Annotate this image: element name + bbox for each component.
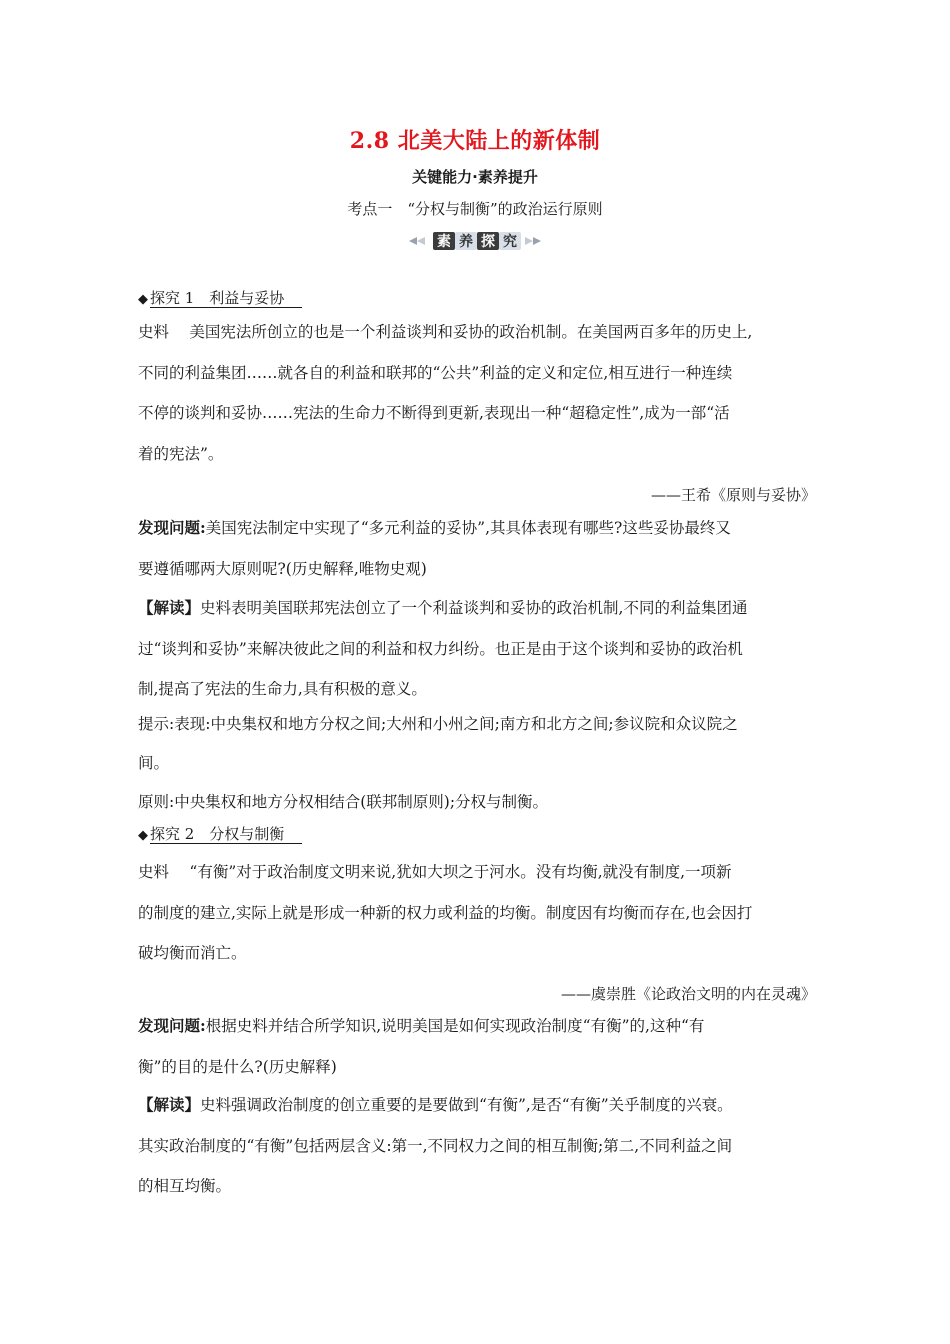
section2-question: 发现问题:根据史料并结合所学知识,说明美国是如何实现政治制度“有衡”的,这种“有 衡”的目的是什么?(历史解释)	[138, 1016, 705, 1076]
section2-material: 史料 “有衡”对于政治制度文明来说,犹如大坝之于河水。没有均衡,就没有制度,一项新 的制度的建立,实际上就是形成一种新的权力或利益的均衡。制度因有均衡而存在,也会因打 破均衡而消亡。	[138, 863, 753, 962]
section1-question: 发现问题:美国宪法制定中实现了“多元利益的妥协”,其具体表现有哪些?这些妥协最终又 要遵循哪两大原则呢?(历史解释,唯物史观)	[138, 518, 731, 578]
section1-heading: ◆ 探究 1 利益与妥协	[138, 287, 302, 308]
diamond-icon: ◆	[138, 292, 148, 307]
section1-material: 史料 美国宪法所创立的也是一个利益谈判和妥协的政治机制。在美国两百多年的历史上, 不同的利益集团……就各自的利益和联邦的“公共”利益的定义和定位,相互进行一种连续 不停的谈判和妥协……宪法的生命力不断得到更新,表现出一种“超稳定性”,成为一部“活 着的宪法”。	[138, 323, 753, 463]
suyang-tanjiu-badge	[407, 230, 543, 252]
badge-char-1: 素	[437, 234, 451, 250]
kaodian-heading: 考点一 “分权与制衡”的政治运行原则	[347, 200, 603, 218]
section1-tishi: 提示:表现:中央集权和地方分权之间;大州和小州之间;南方和北方之间;参议院和众议院之 间。 原则:中央集权和地方分权相结合(联邦制原则);分权与制衡。	[138, 715, 738, 811]
badge-char-2: 养	[459, 234, 473, 250]
section1-source: ——王希《原则与妥协》	[650, 486, 816, 504]
section2-source: ——虞崇胜《论政治文明的内在灵魂》	[560, 985, 816, 1003]
badge-char-4: 究	[503, 234, 517, 250]
badge-right-arrows-icon	[525, 237, 541, 245]
section2-jiedu: 【解读】史料强调政治制度的创立重要的是要做到“有衡”,是否“有衡”关乎制度的兴衰。 其实政治制度的“有衡”包括两层含义:第一,不同权力之间的相互制衡;第二,不同利益之间 的相互均衡。	[138, 1095, 733, 1195]
page-title: 2.8 北美大陆上的新体制	[349, 128, 601, 154]
section2-heading: ◆ 探究 2 分权与制衡	[138, 823, 302, 844]
section1-jiedu: 【解读】史料表明美国联邦宪法创立了一个利益谈判和妥协的政治机制,不同的利益集团通 过“谈判和妥协”来解决彼此之间的利益和权力纠纷。也正是由于这个谈判和妥协的政治机 制,提高了宪法的生命力,具有积极的意义。	[138, 598, 748, 698]
diamond-icon: ◆	[138, 828, 148, 843]
page-subtitle: 关键能力·素养提升	[412, 168, 538, 186]
badge-left-arrows-icon	[409, 237, 425, 245]
badge-char-3: 探	[481, 234, 495, 250]
